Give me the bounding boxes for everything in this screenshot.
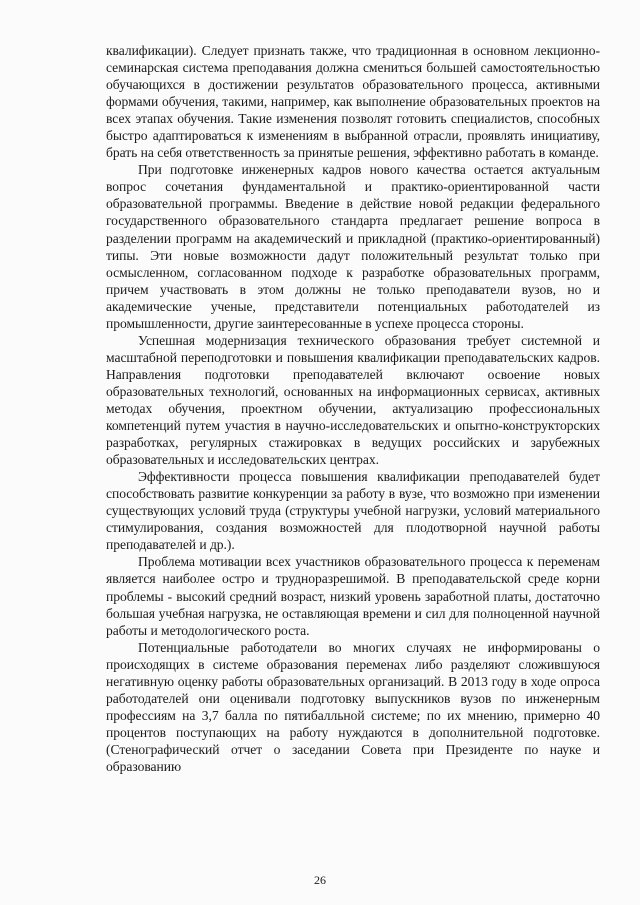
paragraph: квалификации). Следует признать также, что традиционная в основном лекционно-семинарская система преподавания должна смениться большей самостоятельностью обучающихся в достижении результатов образовательного процесса, активными формами обучения, такими, например, как выполнение образовательных проектов на всех этапах обучения. Такие изменения позволят готовить специалистов, способных быстро адаптироваться к изменениям в выбранной отрасли, проявлять инициативу, брать на себя ответственность за принятые решения, эффективно работать в команде.	[106, 43, 600, 161]
body-text	[106, 42, 600, 775]
paragraph: При подготовке инженерных кадров нового качества остается актуальным вопрос сочетания фундаментальной и практико-ориентированной части образовательной программы. Введение в действие новой редакции федерального государственного образовательного стандарта предлагает решение вопроса в разделении программ на академический и прикладной (практико-ориентированный) типы. Эти новые возможности дадут положительный результат только при осмысленном, согласованном подходе к разработке образовательных программ, причем участвовать в этом должны не только преподаватели вузов, но и академические ученые, представители потенциальных работодателей из промышленности, другие заинтересованные в успехе процесса стороны.	[106, 162, 600, 331]
paragraph: Эффективности процесса повышения квалификации преподавателей будет способствовать развитие конкуренции за работу в вузе, что возможно при изменении существующих условий труда (структуры учебной нагрузки, условий материального стимулирования, создания возможностей для плодотворной научной работы преподавателей и др.).	[106, 469, 600, 553]
paragraph: Проблема мотивации всех участников образовательного процесса к переменам является наиболее остро и трудноразрешимой. В преподавательской среде корни проблемы - высокий средний возраст, низкий уровень заработной платы, достаточно большая учебная нагрузка, не оставляющая времени и сил для полноценной научной работы и методологического роста.	[106, 554, 600, 638]
paragraph: Успешная модернизация технического образования требует системной и масштабной переподготовки и повышения квалификации преподавательских кадров. Направления подготовки преподавателей включают освоение новых образовательных технологий, основанных на информационных сервисах, активных методах обучения, проектном обучении, актуализацию профессиональных компетенций путем участия в научно-исследовательских и опытно-конструкторских разработках, регулярных стажировках в ведущих российских и зарубежных образовательных и исследовательских центрах.	[106, 332, 600, 468]
page-number: 26	[314, 873, 326, 887]
paragraph: Потенциальные работодатели во многих случаях не информированы о происходящих в системе образования переменах либо разделяют сложившуюся негативную оценку работы образовательных организаций. В 2013 году в ходе опроса работодателей они оценивали подготовку выпускников вузов по инженерным профессиям на 3,7 балла по пятибалльной системе; по их мнению, примерно 40 процентов поступающих на работу нуждаются в дополнительной подготовке. (Стенографический отчет о заседании Совета при Президенте по науке и образованию	[106, 639, 600, 774]
